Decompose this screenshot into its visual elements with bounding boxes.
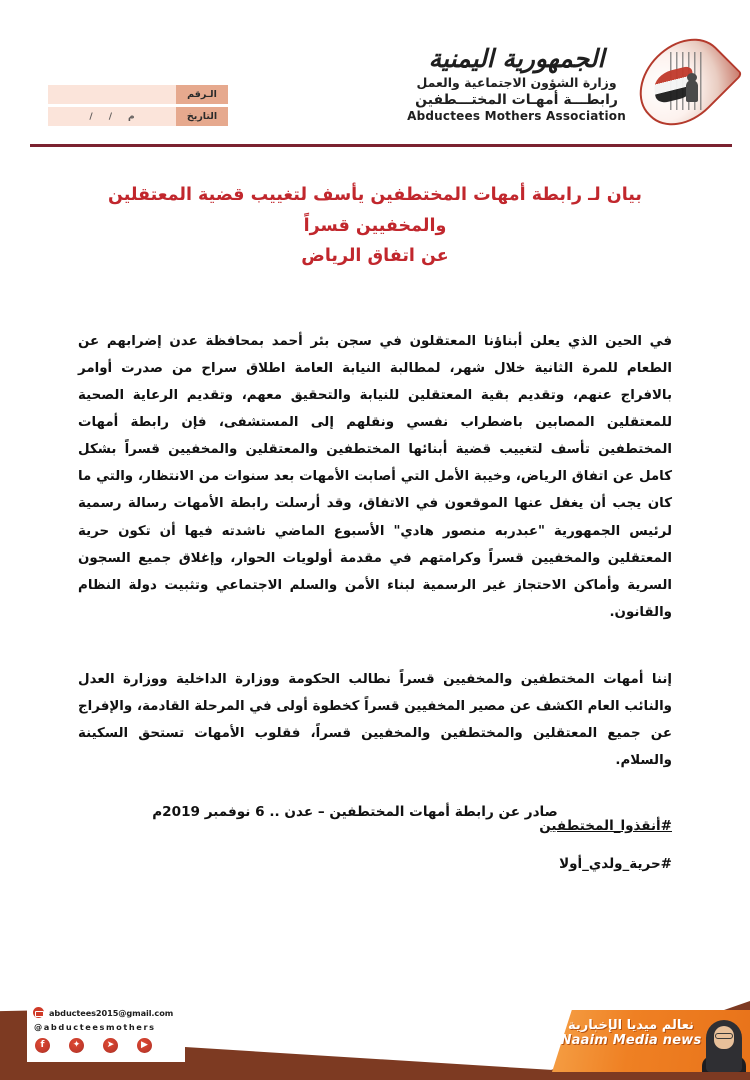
email-row[interactable] [33, 1007, 179, 1018]
date-label: التاريخ [176, 107, 228, 126]
title-line-1: بيان لـ رابطة أمهات المختطفين يأسف لتغييب قضية المعتقلين والمخفيين قسراً [108, 185, 642, 236]
date-separator-1: / [108, 111, 112, 122]
glasses-icon [715, 1033, 733, 1039]
youtube-glyph: ▶ [141, 1040, 148, 1050]
facebook-glyph: f [40, 1040, 45, 1050]
body-paragraph-2: إننا أمهات المختطفين والمخفيين قسراً نطالب الحكومة ووزارة الداخلية ووزارة العدل والنائب العام الكشف عن مصير المخفيين قسراً كخطوة أولى في المرحلة القادمة، والإفراج عن جميع المعتقلين والمختطفين والمخفيين قسراً، فقلوب الأمهات تستحق السكينة والسلام. [78, 671, 672, 769]
hashtag-block [539, 818, 672, 894]
detainee-figure-icon [686, 80, 698, 102]
youtube-icon[interactable] [137, 1038, 152, 1053]
organization-identity [407, 30, 730, 138]
body-paragraph-1: في الحين الذي يعلن أبناؤنا المعتقلون في سجن بئر أحمد بمحافظة عدن إضرابهم عن الطعام للمرة الثانية خلال شهر، لمطالبة النيابة العامة اطلاق سراح من صدرت أوامر بالافراج عنهم، وتقديم بقية المعتقلين للنيابة والتحقيق معهم، وتقديم الرعاية الصحية للمعتقلين المصابين باضطراب نفسي ونقلهم إلى المستشفى، فإن رابطة أمهات المختطفين تأسف لتغييب قضية أبنائها المختطفين والمعتقلين والمخفيين قسراً بشكل كامل عن اتفاق الرياض، وخيبة الأمل التي أصابت الأمهات بعد سنوات من الانتظار، والتي ما كان يجب أن يغفل عنها الموقعون في الاتفاق، وقد أرسلت رابطة الأمهات رسالة رسمية لرئيس الجمهورية "عبدربه منصور هادي" الأسبوع الماضي ناشدته فيها أن تكون حرية المعتقلين والمخفيين قسراً وكرامتهم في مقدمة أولويات الحوار، وإغلاق جميع السجون السرية وأماكن الاحتجاز غير الرسمية لبناء الأمن والسلم الاجتماعي وتثبيت دولة النظام والقانون. [78, 334, 672, 620]
banner-name-english: Naaim Media news [560, 1032, 702, 1048]
number-field[interactable] [48, 85, 176, 104]
social-links [33, 1038, 179, 1053]
issued-by-line: صادر عن رابطة أمهات المختطفين – عدن .. 6 نوفمبر 2019م [152, 804, 558, 821]
email-icon [33, 1007, 44, 1018]
media-watermark-banner [552, 1010, 750, 1072]
twitter-icon[interactable] [69, 1038, 84, 1053]
header-divider [30, 144, 732, 147]
hashtag-freedom-for-my-son[interactable]: #حرية_ولدي_أولا [559, 856, 672, 872]
date-separator-2: / [89, 111, 93, 122]
social-handle: @abducteesmothers [34, 1022, 156, 1032]
telegram-icon[interactable] [103, 1038, 118, 1053]
facebook-icon[interactable] [35, 1038, 50, 1053]
number-row [48, 85, 228, 104]
telegram-glyph: ➤ [106, 1040, 115, 1050]
date-row [48, 107, 228, 126]
banner-text [558, 1019, 704, 1049]
page-footer [0, 996, 750, 1080]
hashtag-save-the-abducted[interactable]: #أنقذوا_المختطفين [539, 818, 672, 834]
association-name-arabic: رابطـــة أمهـات المختـــطفين [415, 92, 618, 109]
contact-card [27, 1000, 185, 1062]
date-suffix: م [128, 111, 135, 122]
twitter-glyph: ✦ [72, 1040, 81, 1050]
banner-name-arabic: نعالم ميديا الإخبارية [568, 1018, 694, 1033]
ministry-name: وزارة الشؤون الاجتماعية والعمل [416, 75, 617, 91]
reference-meta-boxes [48, 85, 228, 129]
republic-name: الجمهورية اليمنية [428, 43, 605, 73]
letterhead-header [0, 0, 750, 148]
organization-text-block [407, 45, 626, 124]
presenter-portrait-icon [702, 1014, 746, 1072]
association-name-english: Abductees Mothers Association [407, 109, 626, 124]
date-field[interactable] [48, 107, 176, 126]
contact-email: abductees2015@gmail.com [49, 1007, 174, 1018]
number-label: الـرقم [176, 85, 228, 104]
page-title [60, 180, 690, 272]
title-line-2: عن اتفاق الرياض [301, 246, 449, 267]
teardrop-prison-logo-icon [638, 30, 730, 138]
statement-body [78, 328, 672, 820]
